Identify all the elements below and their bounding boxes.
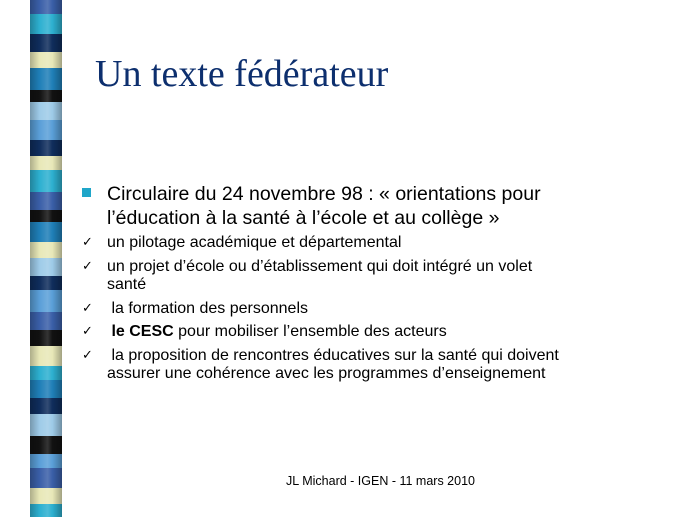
- sub-item-rencontres: [82, 347, 662, 384]
- slide-content: [82, 182, 662, 389]
- sub-item-line2: assurer une cohérence avec les programmes d’enseignement: [107, 365, 546, 382]
- sub-item-projet: [82, 258, 662, 295]
- sub-item-line1: un projet d’école ou d’établissement qui doit intégré un volet: [107, 257, 533, 275]
- sub-item-text: la formation des personnels: [107, 299, 308, 317]
- main-bullet-line1: Circulaire du 24 novembre 98 : « orientations pour: [107, 183, 541, 205]
- checkmark-icon: ✓: [82, 300, 93, 316]
- sub-item-text: un pilotage académique et départemental: [107, 234, 402, 251]
- slide-footer: JL Michard - IGEN - 11 mars 2010: [286, 474, 475, 488]
- sub-item-cesc: [82, 323, 662, 342]
- decorative-stripe-bar: [30, 0, 62, 517]
- sub-item-text: pour mobiliser l’ensemble des acteurs: [173, 323, 447, 340]
- main-bullet-line2: l’éducation à la santé à l’école et au collège »: [107, 207, 500, 229]
- sub-item-line1: la proposition de rencontres éducatives sur la santé qui doivent: [107, 346, 559, 364]
- checkmark-icon: ✓: [82, 258, 93, 274]
- cesc-bold-text: le CESC: [111, 323, 174, 340]
- sub-item-formation: [82, 300, 662, 319]
- sub-item-line2: santé: [107, 276, 147, 293]
- main-bullet-item: [82, 182, 662, 230]
- checkmark-icon: ✓: [82, 324, 93, 339]
- square-bullet-icon: [82, 188, 91, 197]
- sub-item-pilotage: [82, 234, 662, 253]
- slide-title: Un texte fédérateur: [95, 53, 389, 95]
- checkmark-icon: ✓: [82, 347, 93, 363]
- checkmark-icon: ✓: [82, 235, 93, 250]
